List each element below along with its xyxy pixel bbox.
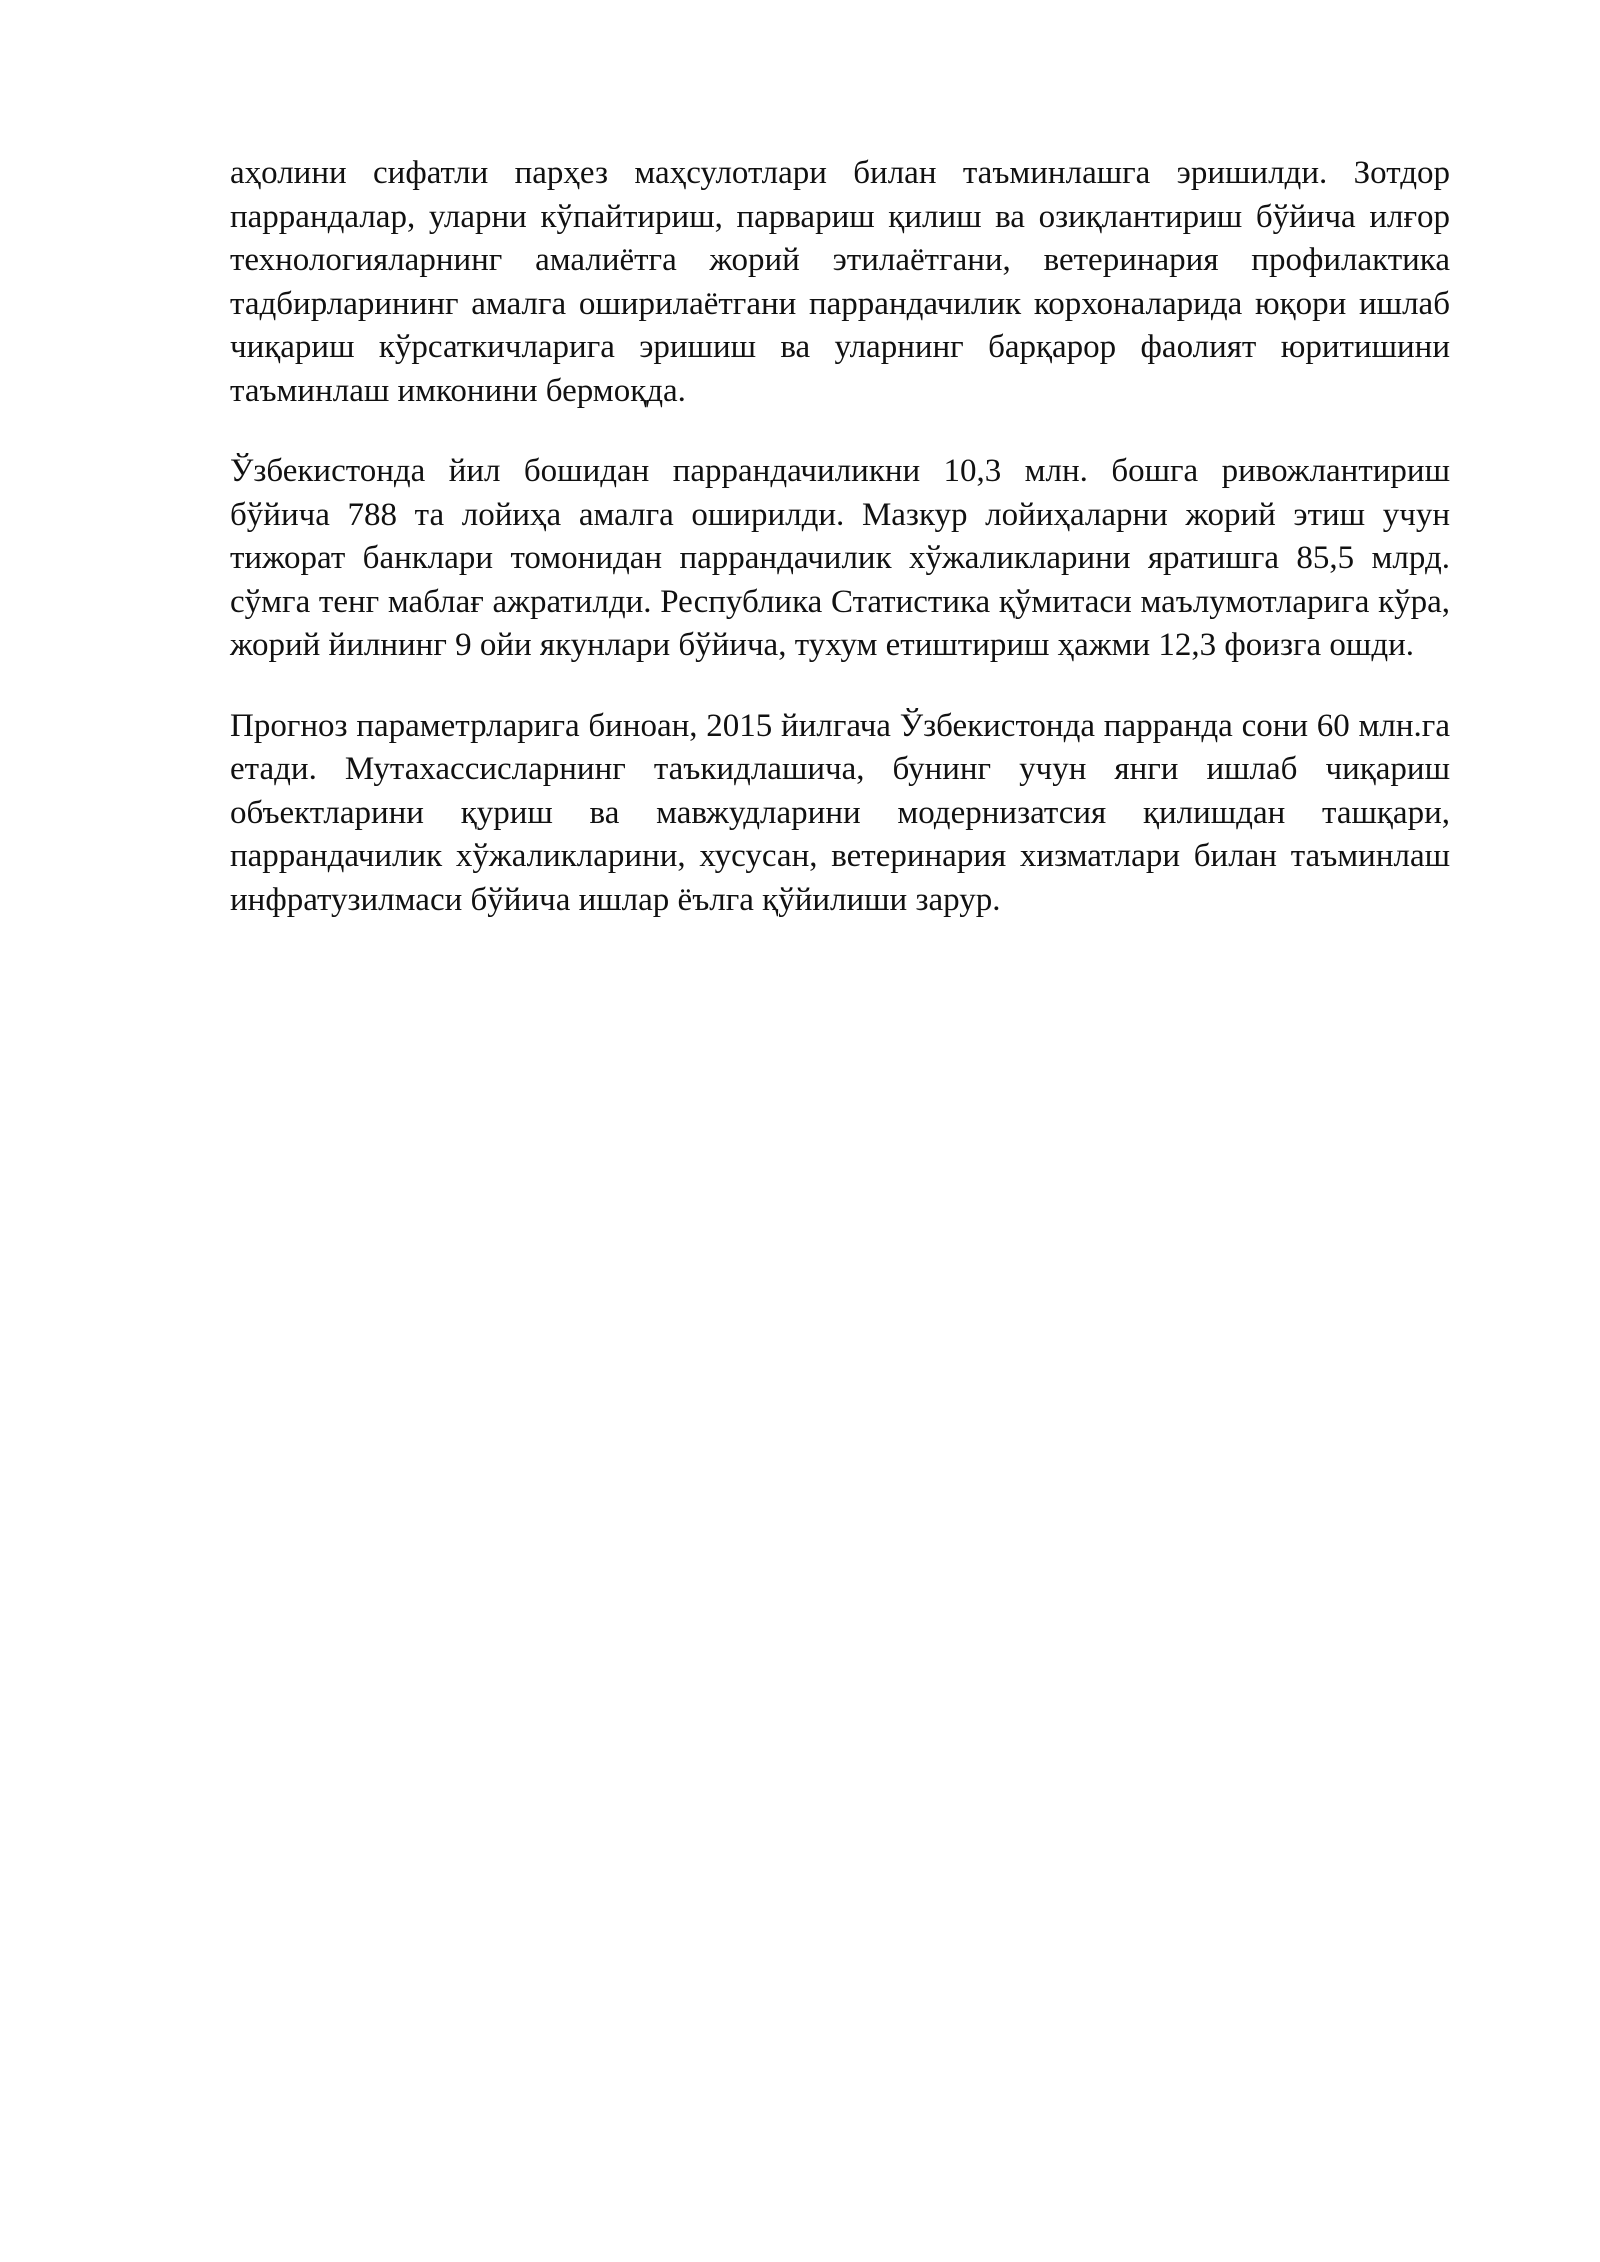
- paragraph-forecast: Прогноз параметрларига биноан, 2015 йилгача Ўзбекистонда парранда сони 60 млн.га етади. Мутахассисларнинг таъкидлашича, бунинг учун янги ишлаб чиқариш объектларини қуриш ва мавжудларини модернизатсия қилишдан ташқари, паррандачилик хўжаликларини, хусусан, ветеринария хизматлари билан таъминлаш инфратузилмаси бўйича ишлар ёълга қўйилиши зарур.: [230, 707, 1450, 918]
- paragraph-poultry-technology: аҳолини сифатли парҳез маҳсулотлари билан таъминлашга эришилди. Зотдор паррандалар, уларни кўпайтириш, парвариш қилиш ва озиқлантириш бўйича илғор технологияларнинг амалиётга жорий этилаётгани, ветеринария профилактика тадбирларининг амалга оширилаётгани паррандачилик корхоналарида юқори ишлаб чиқариш кўрсаткичларига эришиш ва уларнинг барқарор фаолият юритишини таъминлаш имконини бермоқда.: [230, 155, 1450, 409]
- paragraph-projects-financing: Ўзбекистонда йил бошидан паррандачиликни 10,3 млн. бошга ривожлантириш бўйича 788 та лойиҳа амалга оширилди. Мазкур лойиҳаларни жорий этиш учун тижорат банклари томонидан паррандачилик хўжаликларини яратишга 85,5 млрд. сўмга тенг маблағ ажратилди. Республика Статистика қўмитаси маълумотларига кўра, жорий йилнинг 9 ойи якунлари бўйича, тухум етиштириш ҳажми 12,3 фоизга ошди.: [230, 453, 1450, 663]
- document-body: [230, 152, 1450, 959]
